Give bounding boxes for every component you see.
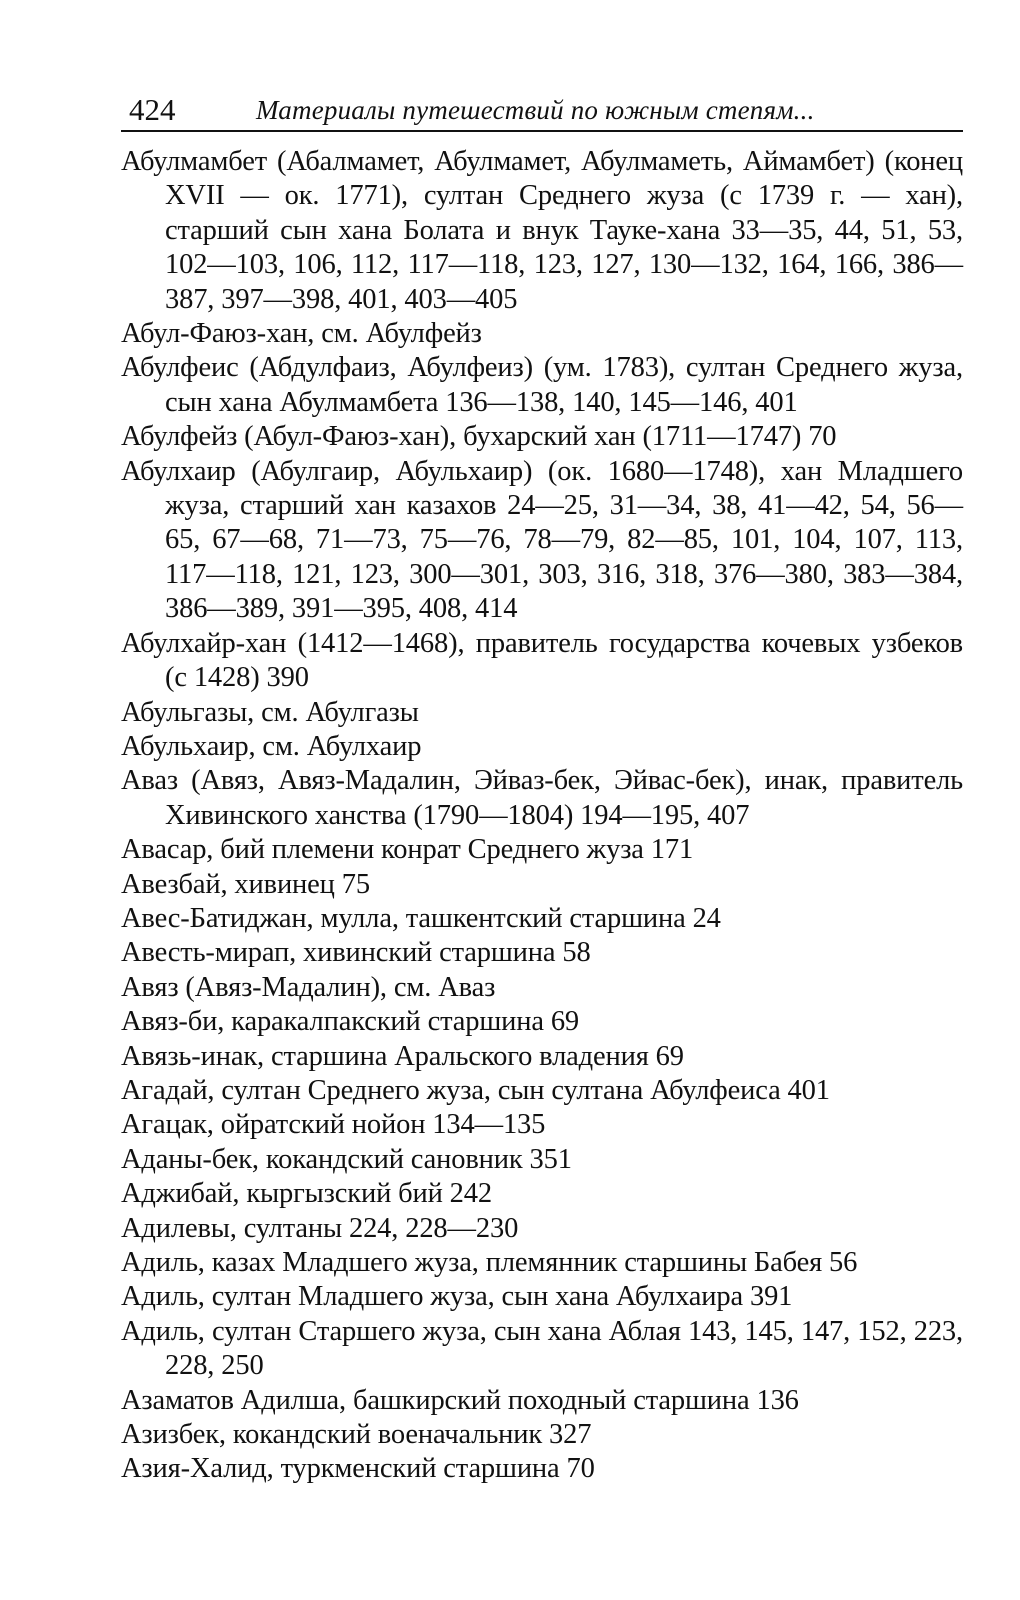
index-entry: Абульгазы, см. Абулгазы <box>121 696 419 728</box>
index-entry: Аданы-бек, кокандский сановник 351 <box>121 1143 572 1175</box>
index-entry: Абулфейз (Абул-Фаюз-хан), бухарский хан (1711—1747) 70 <box>121 421 837 453</box>
index-entry: Абулфеис (Абдулфаиз, Абулфеиз) (ум. 1783), султан Среднего жуза, сын хана Абулмамбета 136—138, 140, 145—146, 401 <box>121 352 963 418</box>
index-entry: Авяз (Авяз-Мадалин), см. Аваз <box>121 971 496 1003</box>
index-entry: Абулхайр-хан (1412—1468), правитель государства кочевых узбеков (с 1428) 390 <box>121 627 963 694</box>
index-entry: Абулмамбет (Абалмамет, Абулмамет, Абулмаметь, Аймамбет) (конец XVII — ок. 1771), султан Среднего жуза (с 1739 г. — хан), старший сын хана Болата и внук Тауке-хана 33—35, 44, 51, 53, 102—103, 106, 112, 117—118, 123, 127, 130—132, 164, 166, 386—387, 397—398, 401, 403—405 <box>121 146 963 315</box>
index-entry: Аваз (Авяз, Авяз-Мадалин, Эйваз-бек, Эйвас-бек), инак, правитель Хивинского ханства (1790—1804) 194—195, 407 <box>121 765 963 831</box>
index-entry: Авязь-инак, старшина Аральского владения 69 <box>121 1040 684 1072</box>
index-entry: Авесть-мирап, хивинский старшина 58 <box>121 937 591 969</box>
index-entry: Азия-Халид, туркменский старшина 70 <box>121 1453 595 1485</box>
index-entry: Авяз-би, каракалпакский старшина 69 <box>121 1006 580 1038</box>
index-entry: Азизбек, кокандский военачальник 327 <box>121 1419 592 1451</box>
index-entry: Абул-Фаюз-хан, см. Абулфейз <box>121 318 482 350</box>
index-entry: Азаматов Адилша, башкирский походный старшина 136 <box>121 1384 799 1416</box>
index-entry: Адилевы, султаны 224, 228—230 <box>121 1212 519 1244</box>
index-entry: Адиль, султан Младшего жуза, сын хана Абулхаира 391 <box>121 1281 793 1313</box>
index-entry: Адиль, султан Старшего жуза, сын хана Аблая 143, 145, 147, 152, 223, 228, 250 <box>121 1315 963 1382</box>
index-entry: Авезбай, хивинец 75 <box>121 868 370 900</box>
index-entry: Авес-Батиджан, мулла, ташкентский старшина 24 <box>121 902 721 934</box>
index-entry: Авасар, бий племени конрат Среднего жуза 171 <box>121 834 694 866</box>
index-entries <box>121 145 963 1487</box>
index-entry: Адиль, казах Младшего жуза, племянник старшины Бабея 56 <box>121 1247 858 1278</box>
index-entry: Абульхаир, см. Абулхаир <box>121 730 422 762</box>
page-header <box>121 86 963 132</box>
index-entry: Аджибай, кыргызский бий 242 <box>121 1178 492 1210</box>
running-title: Материалы путешествий по южным степям... <box>256 95 815 125</box>
index-entry: Агадай, султан Среднего жуза, сын султана Абулфеиса 401 <box>121 1074 830 1106</box>
index-entry: Абулхаир (Абулгаир, Абульхаир) (ок. 1680—1748), хан Младшего жуза, старший хан казахов 24—25, 31—34, 38, 41—42, 54, 56—65, 67—68, 71—73, 75—76, 78—79, 82—85, 101, 104, 107, 113, 117—118, 121, 123, 300—301, 303, 316, 318, 376—380, 383—384, 386—389, 391—395, 408, 414 <box>121 455 963 625</box>
index-entry: Агацак, ойратский нойон 134—135 <box>121 1109 546 1141</box>
page-number: 424 <box>129 92 176 127</box>
